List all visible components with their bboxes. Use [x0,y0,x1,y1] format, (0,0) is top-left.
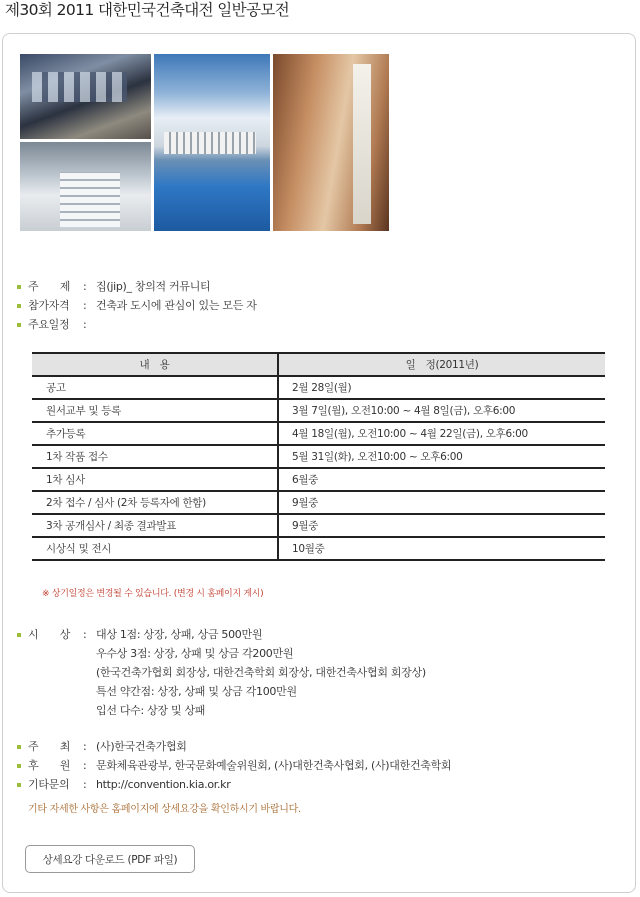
prize-line: 입선 다수: 상장 및 상패 [96,704,206,717]
info-label: 시 상 [28,628,71,641]
bullet-icon [17,633,21,637]
prize-line: 특선 약간점: 상장, 상패 및 상금 각100만원 [96,685,297,698]
page-title: 제30회 2011 대한민국건축대전 일반공모전 [5,1,290,19]
schedule-header-content: 내 용 [32,353,278,376]
schedule-date: 5월 31일(화), 오전10:00 ~ 오후6:00 [278,445,605,468]
bullet-icon [17,783,21,787]
schedule-date: 4월 18일(월), 오전10:00 ~ 4월 22일(금), 오후6:00 [278,422,605,445]
schedule-event: 원서교부 및 등록 [32,399,278,422]
schedule-header-row [32,353,605,376]
info-value: 건축과 도시에 관심이 있는 모든 자 [96,299,257,312]
info-label: 주 최 [28,740,71,753]
info-value: 집(jip)_ 창의적 커뮤니티 [96,280,211,293]
exhibition-photo-waterfront [154,54,270,231]
table-row [32,514,605,537]
info-value: (사)한국건축가협회 [96,740,187,753]
info-label: 기타문의 [28,778,70,791]
table-row [32,468,605,491]
schedule-event: 2차 접수 / 심사 (2차 등록자에 한함) [32,491,278,514]
table-row [32,376,605,399]
schedule-header-date: 일 정(2011년) [278,353,605,376]
exhibition-photo-white-model [20,142,151,231]
info-label: 주 제 [28,280,71,293]
prize-line: (한국건축가협회 회장상, 대한건축학회 회장상, 대한건축사협회 회장상) [96,666,426,679]
table-row [32,537,605,560]
table-row [32,445,605,468]
download-pdf-button[interactable]: 상세요강 다운로드 (PDF 파일) [25,845,195,873]
bullet-icon [17,285,21,289]
exhibition-photo-gallery [273,54,389,231]
schedule-event: 1차 심사 [32,468,278,491]
exhibition-photo-models [20,54,151,139]
schedule-date: 9월중 [278,514,605,537]
prize-line: 우수상 3점: 상장, 상패 및 상금 각200만원 [96,647,294,660]
detail-note: 기타 자세한 사항은 홈페이지에 상세요강을 확인하시기 바랍니다. [28,804,301,815]
schedule-event: 공고 [32,376,278,399]
bullet-icon [17,304,21,308]
schedule-date: 6월중 [278,468,605,491]
info-value: 문화체육관광부, 한국문화예술위원회, (사)대한건축사협회, (사)대한건축학회 [96,759,452,772]
schedule-table [32,352,605,561]
schedule-event: 1차 작품 접수 [32,445,278,468]
schedule-change-note: ※ 상기일정은 변경될 수 있습니다. (변경 시 홈페이지 게시) [42,589,264,599]
schedule-event: 3차 공개심사 / 최종 결과발표 [32,514,278,537]
info-label: 후 원 [28,759,71,772]
table-row [32,399,605,422]
bullet-icon [17,745,21,749]
schedule-date: 10월중 [278,537,605,560]
schedule-date: 9월중 [278,491,605,514]
info-label: 주요일정 [28,318,70,331]
table-row [32,422,605,445]
schedule-date: 3월 7일(월), 오전10:00 ~ 4월 8일(금), 오후6:00 [278,399,605,422]
inquiry-link[interactable]: http://convention.kia.or.kr [96,778,231,791]
bullet-icon [17,764,21,768]
table-row [32,491,605,514]
prize-line: 대상 1점: 상장, 상패, 상금 500만원 [96,628,263,641]
schedule-event: 시상식 및 전시 [32,537,278,560]
info-label: 참가자격 [28,299,70,312]
bullet-icon [17,323,21,327]
schedule-date: 2월 28일(월) [278,376,605,399]
schedule-event: 추가등록 [32,422,278,445]
